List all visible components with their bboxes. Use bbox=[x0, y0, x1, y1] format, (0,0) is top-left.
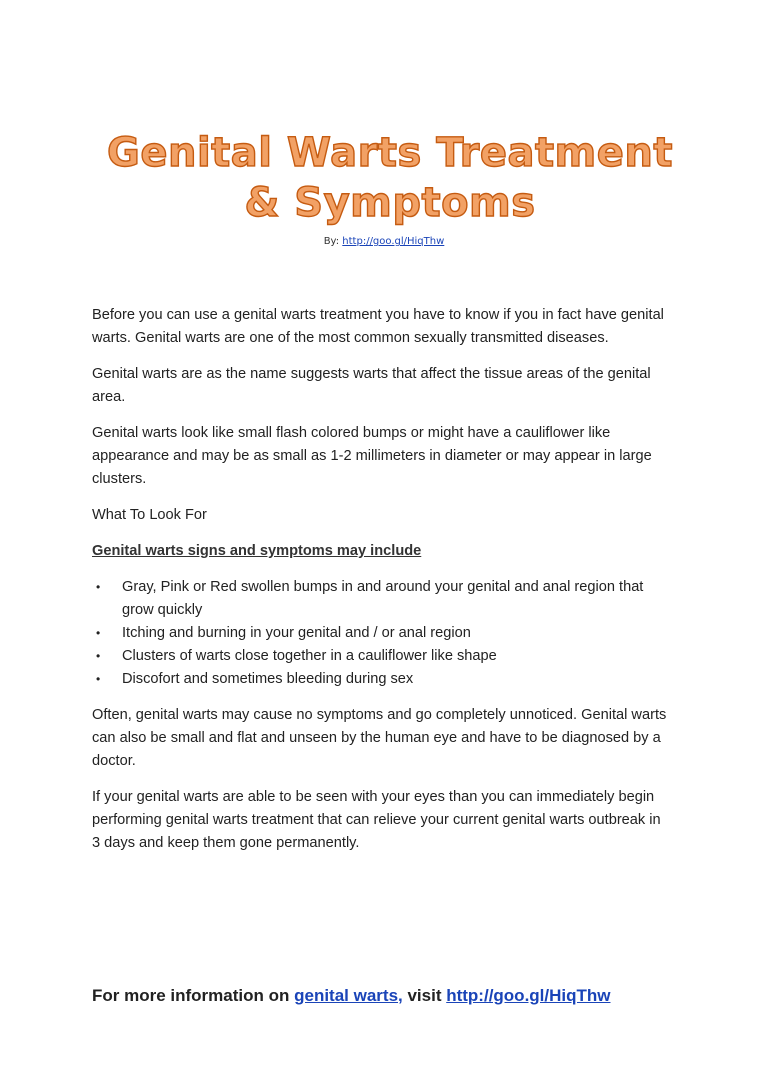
list-item-text: Discofort and sometimes bleeding during sex bbox=[122, 671, 414, 687]
footer-url-link[interactable]: http://goo.gl/HiqThw bbox=[446, 986, 611, 1005]
footer-prefix: For more information on bbox=[92, 986, 295, 1005]
page-title bbox=[0, 128, 768, 228]
footer-cta bbox=[92, 986, 732, 1006]
list-item bbox=[92, 645, 672, 668]
paragraph-definition: Genital warts are as the name suggests warts that affect the tissue areas of the genital area. bbox=[92, 366, 651, 405]
bullet-icon: • bbox=[96, 626, 101, 640]
list-item-text: Itching and burning in your genital and / or anal region bbox=[122, 625, 471, 641]
paragraph-treatment: If your genital warts are able to be seen with your eyes than you can immediately begin performing genital warts treatment that can relieve your current genital warts outbreak in 3 days and keep them gone permanently. bbox=[92, 789, 661, 851]
paragraph-intro: Before you can use a genital warts treatment you have to know if you in fact have genital warts. Genital warts are one of the most common sexually transmitted diseases. bbox=[92, 307, 664, 346]
article-body bbox=[92, 304, 672, 868]
bullet-icon: • bbox=[96, 672, 101, 686]
paragraph-appearance: Genital warts look like small flash colored bumps or might have a cauliflower like appearance and may be as small as 1-2 millimeters in diameter or may appear in large clusters. bbox=[92, 425, 652, 487]
list-item-text: Clusters of warts close together in a cauliflower like shape bbox=[122, 648, 497, 664]
list-item bbox=[92, 668, 672, 691]
paragraph-what-to-look-for: What To Look For bbox=[92, 507, 207, 523]
bullet-icon: • bbox=[96, 580, 101, 594]
list-item bbox=[92, 576, 672, 622]
byline-prefix: By: bbox=[323, 236, 343, 247]
byline bbox=[0, 236, 768, 247]
list-item bbox=[92, 622, 672, 645]
title-line-2: & Symptoms bbox=[244, 180, 536, 226]
symptoms-subheading: Genital warts signs and symptoms may include bbox=[92, 543, 422, 559]
paragraph-no-symptoms: Often, genital warts may cause no symptoms and go completely unnoticed. Genital warts can also be small and flat and unseen by the human eye and have to be diagnosed by a doctor. bbox=[92, 707, 667, 769]
bullet-icon: • bbox=[96, 649, 101, 663]
list-item-text: Gray, Pink or Red swollen bumps in and around your genital and anal region that grow quickly bbox=[122, 579, 644, 618]
byline-link[interactable]: http://goo.gl/HiqThw bbox=[342, 236, 445, 247]
symptoms-list bbox=[92, 576, 672, 691]
footer-middle: visit bbox=[402, 986, 447, 1005]
title-line-1: Genital Warts Treatment bbox=[107, 130, 673, 176]
genital-warts-link[interactable]: genital warts, bbox=[294, 986, 403, 1005]
